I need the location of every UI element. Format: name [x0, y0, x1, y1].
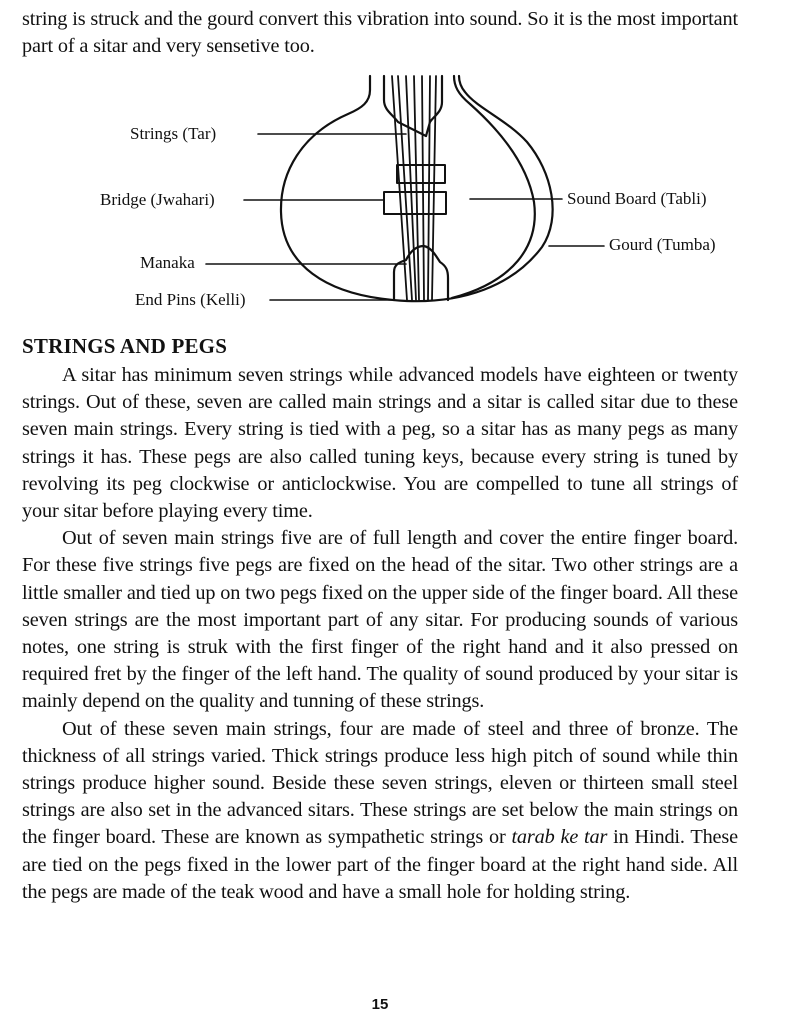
hindi-term-tarab-ke-tar: tarab ke tar	[511, 826, 608, 849]
neck-left	[384, 76, 426, 136]
label-sound-board: Sound Board (Tabli)	[567, 189, 707, 208]
label-bridge: Bridge (Jwahari)	[100, 190, 215, 209]
label-gourd: Gourd (Tumba)	[609, 235, 716, 254]
label-end-pins: End Pins (Kelli)	[135, 290, 246, 309]
sitar-diagram	[22, 72, 762, 317]
page-number: 15	[371, 996, 389, 1013]
paragraph-main-strings: Out of seven main strings five are of full length and cover the entire finger board. For these five strings five pegs are fixed on the head of the sitar. Two other strings are a little smaller and tied up on two pegs fixed on the upper side of the finger board. All these seven strings are the most important part of any sitar. For producing sounds of various notes, one string is struk with the first finger of the right hand and it also pressed on required fret by the finger of the left hand. The quality of sound produced by your sitar is mainly depend on the quality and tunning of these strings.	[22, 527, 738, 713]
paragraph-text-after: in Hindi. These are tied on the pegs fixed in the lower part of the finger board at the right hand side. All the pegs are made of the teak wood and have a small hole for holding string.	[22, 826, 739, 903]
paragraph-text-before: Out of these seven main strings, four are made of steel and three of bronze. The thickness of all strings varied. Thick strings produce less high pitch of sound while thin strings produce higher sound. Beside these seven strings, eleven or thirteen small steel strings are also set in the advanced sitars. These strings are set below the main strings on the finger board. These are known as sympathetic strings or	[22, 717, 738, 849]
neck-right	[426, 76, 442, 136]
paragraph-string-materials	[22, 716, 738, 906]
label-manaka: Manaka	[140, 253, 195, 272]
bridge-lower	[384, 192, 446, 214]
manaka-end-piece	[394, 246, 448, 300]
sound-board-edge	[452, 76, 535, 298]
paragraph-strings-overview: A sitar has minimum seven strings while advanced models have eighteen or twenty strings. Out of these, seven are called main strings and a sitar is called sitar due to these seven main strings. Every string is tied with a peg, so a sitar has as many pegs as many strings it has. These pegs are also called tuning keys, because every string is tuned by revolving its peg clockwise or anticlockwise. You are compelled to tune all strings of your sitar before playing every time.	[22, 364, 738, 523]
strings	[392, 76, 436, 300]
label-strings: Strings (Tar)	[130, 124, 217, 143]
intro-paragraph: string is struck and the gourd convert this vibration into sound. So it is the most important part of a sitar and very sensetive too.	[22, 8, 738, 58]
section-body	[22, 362, 738, 906]
section-heading: STRINGS AND PEGS	[22, 334, 228, 358]
